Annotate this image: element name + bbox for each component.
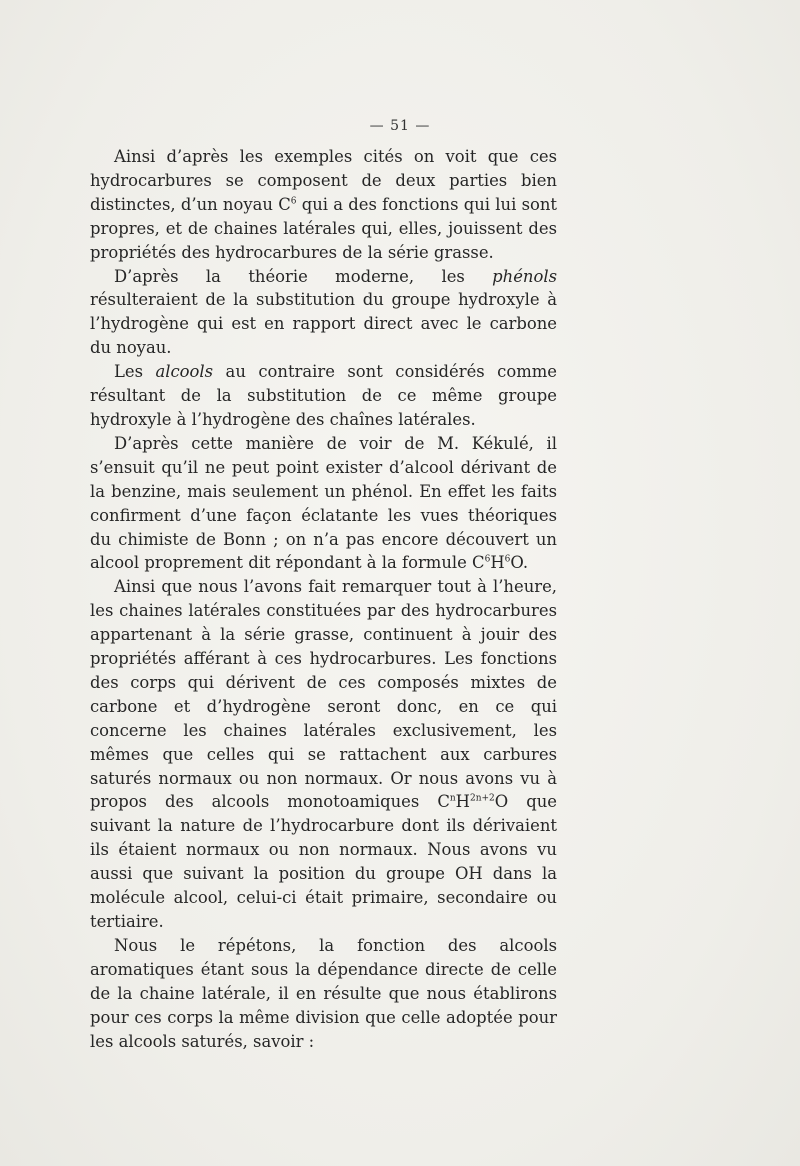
paragraph-4-sup-2: 6 bbox=[504, 554, 511, 565]
paragraph-3-italic-alcools: alcools bbox=[155, 362, 214, 382]
paragraph-2-text-a: D’après la théorie moderne, les bbox=[114, 266, 493, 286]
paragraph-5 bbox=[90, 575, 557, 934]
paragraph-1-sup-1: 6 bbox=[290, 196, 297, 207]
paragraph-4-sup-1: 6 bbox=[484, 554, 491, 565]
paragraph-1 bbox=[90, 145, 557, 265]
paragraph-5-text-b: H bbox=[455, 792, 470, 812]
paragraph-4-text-a: D’après cette manière de voir de M. Kékulé, il s’ensuit qu’il ne peut point exister d’alcool dérivant de la benzine, mais seulement un phénol. En effet les faits confirment d’une façon éclatante les vues théoriques du chimiste de Bonn ; on n’a pas encore découvert un alcool proprement dit répondant à la formule C bbox=[90, 433, 557, 573]
paragraph-6 bbox=[90, 934, 557, 1054]
paragraph-5-sup-1: n bbox=[449, 794, 456, 804]
paragraph-2-italic-phenols: phénols bbox=[492, 266, 557, 286]
paragraph-1-text-a: Ainsi d’après les exemples cités on voit que ces hydrocarbures se composent de deux parties bien distinctes, d’un noyau C bbox=[90, 147, 557, 214]
paragraph-6-text-a: Nous le répétons, la fonction des alcools aromatiques étant sous la dépendance directe de celle de la chaine latérale, il en résulte que nous établirons pour ces corps la même division que celle adoptée pour les alcools saturés, savoir : bbox=[90, 935, 557, 1051]
paragraph-5-sup-2: 2n+2 bbox=[469, 794, 495, 804]
paragraph-3 bbox=[90, 360, 557, 432]
paragraph-5-text-a: Ainsi que nous l’avons fait remarquer tout à l’heure, les chaines latérales constituées par des hydrocarbures appartenant à la série grasse, continuent à jouir des propriétés afférant à ces hydrocarbures. Les fonctions des corps qui dérivent de ces composés mixtes de carbone et d’hydrogène seront donc, en ce qui concerne les chaines latérales exclusivement, les mêmes que celles qui se rattachent aux carbures saturés normaux ou non normaux. Or nous avons vu à propos des alcools monotoamiques C bbox=[90, 577, 557, 812]
paragraph-4 bbox=[90, 432, 557, 575]
paragraph-1-text-b: qui a des fonctions qui lui sont propres, et de chaines latérales qui, elles, jouissent des propriétés des hydrocarbures de la série grasse. bbox=[90, 194, 557, 262]
paragraph-3-text-a: Les bbox=[114, 362, 156, 382]
paragraph-4-text-c: O. bbox=[510, 553, 529, 573]
paragraph-4-text-b: H bbox=[490, 553, 505, 573]
body-text bbox=[90, 145, 557, 1053]
paragraph-2 bbox=[90, 265, 557, 361]
paragraph-2-text-b: résulteraient de la substitution du groupe hydroxyle à l’hydrogène qui est en rapport direct avec le carbone du noyau. bbox=[90, 290, 557, 358]
paragraph-5-text-c: O que suivant la nature de l’hydrocarbure dont ils dérivaient ils étaient normaux ou non normaux. Nous avons vu aussi que suivant la position du groupe OH dans la molécule alcool, celui-ci était primaire, secondaire ou tertiaire. bbox=[90, 792, 557, 931]
paragraph-3-text-b: au contraire sont considérés comme résultant de la substitution de ce même groupe hydroxyle à l’hydrogène des chaînes latérales. bbox=[90, 362, 557, 429]
page-number: — 51 — bbox=[369, 118, 431, 134]
